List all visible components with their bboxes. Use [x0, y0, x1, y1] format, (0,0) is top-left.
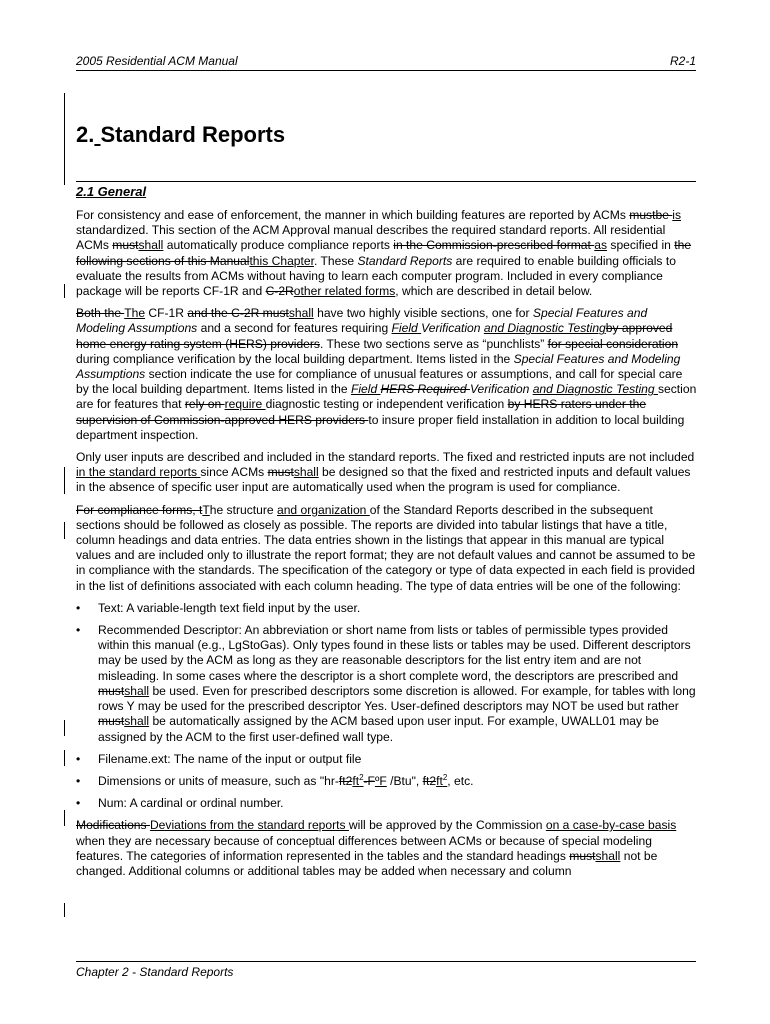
- header-manual-title: 2005 Residential ACM Manual: [76, 54, 238, 68]
- footer-chapter-label: Chapter 2 - Standard Reports: [76, 965, 234, 979]
- chapter-title: 2. Standard Reports: [76, 122, 286, 147]
- change-bar: [64, 720, 65, 736]
- change-bar: [64, 750, 65, 766]
- paragraph-modifications: Modifications Deviations from the standard reports will be approved by the Commission on a case-by-case basis when they are necessary because of conceptual differences between ACMs or because of special modeling features. The categories of information represented in the tables and the standard headings mustshall not be changed. Additional columns or additional tables may be added when necessary and column: [76, 818, 677, 878]
- change-bar: [64, 93, 65, 185]
- list-item: • Filename.ext: The name of the input or output file: [76, 752, 698, 767]
- page-footer: [76, 961, 696, 979]
- paragraph-cf1r-sections: Both the The CF-1R and the C-2R mustshall have two highly visible sections, one for Special Features and Modeling Assumptions and a second for features requiring Field Verification and Diagnostic Testingby approved home energy rating system (HERS) providers. These two sections serve as “punchlists” for special consideration during compliance verification by the local building department. Items listed in the Special Features and Modeling Assumptions section indicate the use for compliance of unusual features or assumptions, and call for special care by the local building department. Items listed in the Field HERS Required Verification and Diagnostic Testing section are for features that rely on require diagnostic testing or independent verification by HERS raters under the supervision of Commission-approved HERS providers to insure proper field installation in addition to local building department inspection.: [76, 306, 697, 442]
- list-item: • Recommended Descriptor: An abbreviation or short name from lists or tables of permissible types provided within this manual (e.g., LgStoGas). Only types found in these lists or tables may be used. Different descriptors may be used by the ACM as long as they are reasonable descriptors for the list entry item and are not misleading. In some cases where the descriptor is a short complete word, the descriptors are prescribed and mustshall be used. Even for prescribed descriptors some discretion is allowed. For example, for tables with long rows Y may be used for the prescribed descriptor Yes. User-defined descriptors may NOT be used but rather mustshall be automatically assigned by the ACM based upon user input. For example, UWALL01 may be assigned by the ACM to the first user-defined wall type.: [76, 623, 698, 745]
- paragraph-structure: For compliance forms, tThe structure and organization of the Standard Reports described in the subsequent sections should be followed as closely as possible. The reports are divided into tabular listings that have a title, column headings and data entries. The data entries shown in the listings that appear in this manual are typical values and are included only to illustrate the report format; they are not default values and cannot be assumed to be in compliance with the standards. The specification of the category or type of data expected in each field is provided in the list of definitions associated with each column heading. The type of data entries will be one of the following:: [76, 502, 696, 593]
- change-bar: [64, 810, 65, 826]
- change-bar: [64, 467, 65, 494]
- document-body: [76, 208, 698, 886]
- header-page-number: R2-1: [669, 54, 696, 68]
- data-type-list: [76, 601, 698, 811]
- section-rule: [76, 181, 696, 182]
- change-bar: [64, 522, 65, 539]
- change-bar: [64, 284, 65, 298]
- change-bar: [64, 903, 65, 917]
- list-item: • Text: A variable-length text field input by the user.: [76, 601, 698, 616]
- paragraph-consistency: For consistency and ease of enforcement, the manner in which building features are reported by ACMs mustbe is standardized. This section of the ACM Approval manual describes the required standard reports. All residential ACMs mustshall automatically produce compliance reports in the Commission-prescribed format as specified in the following sections of this Manualthis Chapter. These Standard Reports are required to enable building officials to evaluate the results from ACMs without having to learn each computer program. Included in every compliance package will be reports CF-1R and C-2Rother related forms, which are described in detail below.: [76, 208, 692, 299]
- list-item: • Dimensions or units of measure, such as "$hr-ft2ft^2$-FºF /Btu", $ft2ft^2$, etc.: [76, 774, 698, 789]
- paragraph-user-inputs: Only user inputs are described and included in the standard reports. The fixed and restricted inputs are not included in the standard reports since ACMs mustshall be designed so that the fixed and restricted inputs and default values in the absence of specific user input are automatically used when the program is used for compliance.: [76, 450, 695, 495]
- page-header: [76, 54, 696, 71]
- section-heading: 2.1 General: [76, 184, 147, 199]
- list-item: • Num: A cardinal or ordinal number.: [76, 796, 698, 811]
